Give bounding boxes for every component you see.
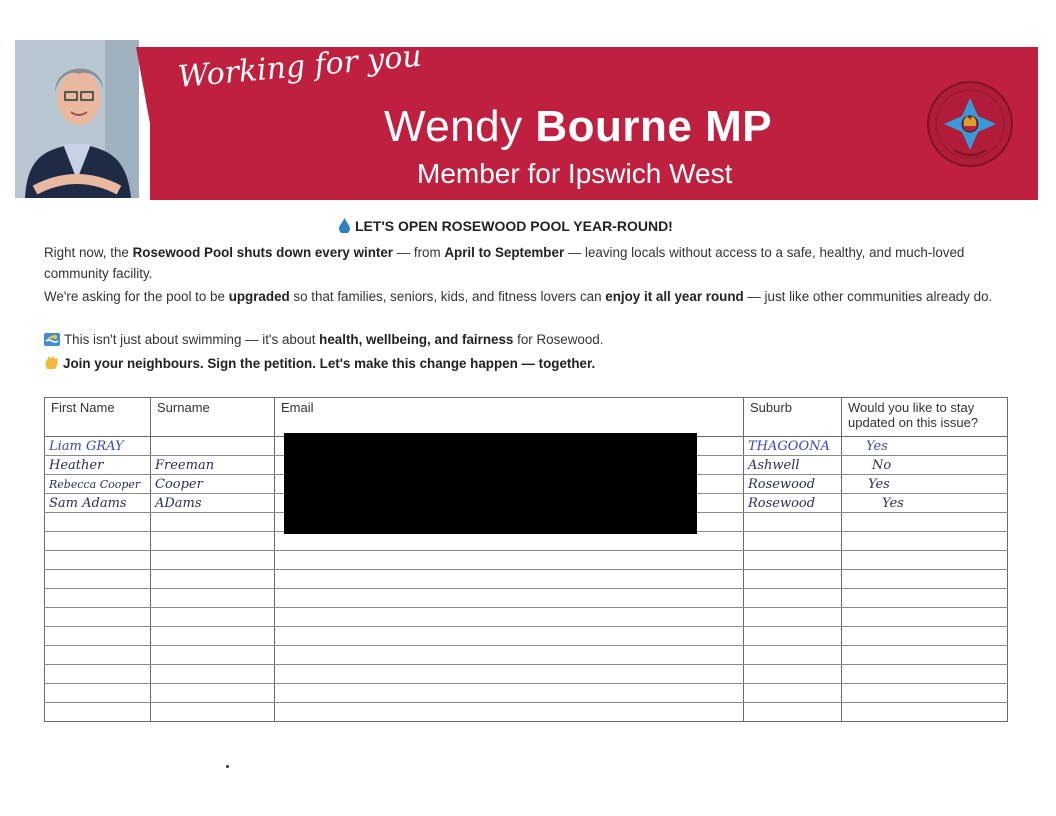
- p1-bold-d: April to September: [444, 245, 565, 260]
- table-header-row: [45, 398, 1008, 437]
- p3-bold-b: health, wellbeing, and fairness: [319, 332, 514, 347]
- table-row: [45, 589, 1008, 608]
- cell-suburb[interactable]: [744, 608, 842, 627]
- cell-first-name[interactable]: [45, 608, 151, 627]
- cell-stay-updated[interactable]: [842, 684, 1008, 703]
- cell-email[interactable]: [275, 703, 744, 722]
- cell-first-name[interactable]: Rebecca Cooper: [45, 475, 151, 494]
- table-row: [45, 532, 1008, 551]
- cell-first-name[interactable]: Liam GRAY: [45, 437, 151, 456]
- cell-surname[interactable]: [151, 513, 275, 532]
- p2-text-c: so that families, seniors, kids, and fitness lovers can: [289, 289, 606, 304]
- cell-email[interactable]: [275, 570, 744, 589]
- cell-surname[interactable]: [151, 684, 275, 703]
- cell-first-name[interactable]: [45, 646, 151, 665]
- cell-stay-updated[interactable]: [842, 608, 1008, 627]
- table-row: [45, 665, 1008, 684]
- cell-surname[interactable]: [151, 551, 275, 570]
- mp-name-bold: Bourne MP: [535, 102, 773, 151]
- headline-text: LET'S OPEN ROSEWOOD POOL YEAR-ROUND!: [355, 218, 673, 234]
- cell-suburb[interactable]: [744, 703, 842, 722]
- table-row: [45, 684, 1008, 703]
- cell-stay-updated[interactable]: [842, 589, 1008, 608]
- cell-email[interactable]: [275, 684, 744, 703]
- cell-surname[interactable]: [151, 665, 275, 684]
- cell-suburb[interactable]: Rosewood: [744, 475, 842, 494]
- p1-text-c: — from: [393, 245, 445, 260]
- p1-text-e: — leaving locals without access to a safe, healthy, and much-loved community facility.: [44, 245, 965, 281]
- cell-stay-updated[interactable]: [842, 703, 1008, 722]
- cell-first-name[interactable]: [45, 570, 151, 589]
- portrait-illustration: [15, 40, 139, 198]
- cell-surname[interactable]: [151, 608, 275, 627]
- cell-suburb[interactable]: [744, 532, 842, 551]
- cell-suburb[interactable]: [744, 646, 842, 665]
- col-email: Email: [275, 398, 744, 437]
- mp-name-regular: Wendy: [384, 102, 536, 151]
- cell-stay-updated[interactable]: [842, 627, 1008, 646]
- cell-email[interactable]: [275, 589, 744, 608]
- cell-email[interactable]: [275, 627, 744, 646]
- cell-first-name[interactable]: [45, 513, 151, 532]
- mp-name: [384, 102, 772, 152]
- table-row: [45, 627, 1008, 646]
- cell-suburb[interactable]: [744, 665, 842, 684]
- cell-suburb[interactable]: Rosewood: [744, 494, 842, 513]
- cell-first-name[interactable]: [45, 665, 151, 684]
- col-suburb: Suburb: [744, 398, 842, 437]
- cell-first-name[interactable]: [45, 551, 151, 570]
- cell-surname[interactable]: [151, 570, 275, 589]
- p3-text-a: This isn't just about swimming — it's about: [64, 332, 320, 347]
- cell-first-name[interactable]: [45, 684, 151, 703]
- cell-surname[interactable]: [151, 532, 275, 551]
- cell-stay-updated[interactable]: No: [842, 456, 1008, 475]
- cell-stay-updated[interactable]: [842, 513, 1008, 532]
- p3-text-c: for Rosewood.: [513, 332, 604, 347]
- col-stay-updated: Would you like to stay updated on this issue?: [842, 398, 1008, 437]
- queensland-crest-logo: [926, 80, 1014, 168]
- cell-stay-updated[interactable]: [842, 551, 1008, 570]
- paragraph-request: [44, 286, 994, 307]
- cell-suburb[interactable]: [744, 551, 842, 570]
- p2-text-e: — just like other communities already do.: [743, 289, 993, 304]
- cell-suburb[interactable]: [744, 684, 842, 703]
- cell-stay-updated[interactable]: Yes: [842, 437, 1008, 456]
- cell-surname[interactable]: [151, 437, 275, 456]
- mp-seat: Member for Ipswich West: [417, 158, 733, 189]
- p1-bold-b: Rosewood Pool shuts down every winter: [132, 245, 394, 260]
- petition-headline: [338, 218, 673, 236]
- p4-bold: Join your neighbours. Sign the petition. Let's make this change happen — together.: [63, 356, 596, 371]
- swimmer-icon: [44, 331, 60, 352]
- cell-surname[interactable]: Freeman: [151, 456, 275, 475]
- cell-stay-updated[interactable]: Yes: [842, 475, 1008, 494]
- col-first-name: First Name: [45, 398, 151, 437]
- cell-suburb[interactable]: [744, 570, 842, 589]
- cell-first-name[interactable]: [45, 589, 151, 608]
- p1-text-a: Right now, the: [44, 245, 133, 260]
- cell-first-name[interactable]: Sam Adams: [45, 494, 151, 513]
- mp-portrait-photo: [15, 40, 139, 198]
- cell-stay-updated[interactable]: [842, 646, 1008, 665]
- cell-first-name[interactable]: [45, 627, 151, 646]
- cell-suburb[interactable]: [744, 627, 842, 646]
- col-surname: Surname: [151, 398, 275, 437]
- table-row: [45, 551, 1008, 570]
- paragraph-health: [44, 329, 994, 352]
- paragraph-call-to-action: [44, 353, 994, 376]
- raised-hand-icon: [44, 355, 59, 376]
- cell-stay-updated[interactable]: [842, 665, 1008, 684]
- cell-first-name[interactable]: [45, 532, 151, 551]
- cell-surname[interactable]: ADams: [151, 494, 275, 513]
- cell-email[interactable]: [275, 608, 744, 627]
- table-row: [45, 570, 1008, 589]
- cell-surname[interactable]: [151, 703, 275, 722]
- cell-first-name[interactable]: Heather: [45, 456, 151, 475]
- cell-surname[interactable]: [151, 646, 275, 665]
- cell-email[interactable]: [275, 551, 744, 570]
- p2-bold-b: upgraded: [228, 289, 290, 304]
- droplet-icon: [338, 218, 351, 236]
- cell-surname[interactable]: Cooper: [151, 475, 275, 494]
- cell-surname[interactable]: [151, 627, 275, 646]
- cell-stay-updated[interactable]: Yes: [842, 494, 1008, 513]
- cell-stay-updated[interactable]: [842, 532, 1008, 551]
- p2-bold-d: enjoy it all year round: [605, 289, 744, 304]
- tagline: Working for you: [176, 38, 424, 95]
- cell-email[interactable]: [275, 646, 744, 665]
- cell-suburb[interactable]: Ashwell: [744, 456, 842, 475]
- cell-email[interactable]: [275, 532, 744, 551]
- cell-suburb[interactable]: [744, 513, 842, 532]
- p2-text-a: We're asking for the pool to be: [44, 289, 229, 304]
- scan-speck: [226, 765, 229, 768]
- email-redaction-block: [284, 433, 697, 534]
- cell-first-name[interactable]: [45, 703, 151, 722]
- paragraph-closure: [44, 242, 994, 284]
- cell-surname[interactable]: [151, 589, 275, 608]
- table-row: [45, 646, 1008, 665]
- cell-suburb[interactable]: THAGOONA: [744, 437, 842, 456]
- table-row: [45, 703, 1008, 722]
- table-row: [45, 608, 1008, 627]
- cell-stay-updated[interactable]: [842, 570, 1008, 589]
- cell-email[interactable]: [275, 665, 744, 684]
- cell-suburb[interactable]: [744, 589, 842, 608]
